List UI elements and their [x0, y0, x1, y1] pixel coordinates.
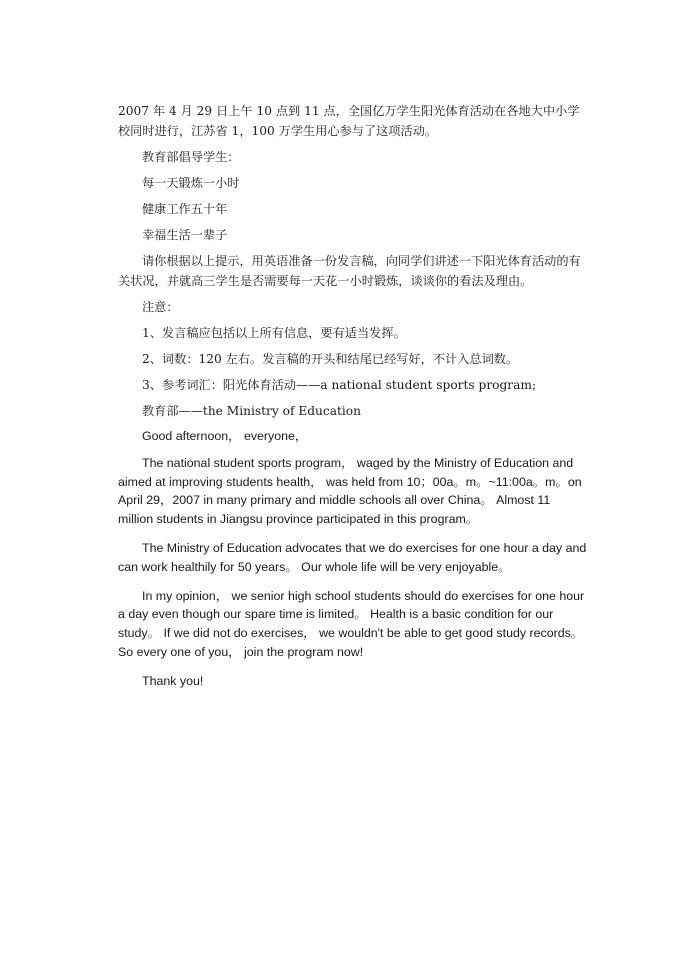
slogan-1: 每一天锻炼一小时 [142, 176, 240, 190]
note-3: 3、参考词汇：阳光体育活动——a national student sports program; [142, 378, 537, 392]
slogan-3: 幸福生活一辈子 [142, 228, 228, 242]
essay-paragraph-3: In my opinion， we senior high school students should do exercises for one hour a day even though our spare time is limited。 Health is a basic condition for our study。 If we did not do exercises， we wouldn't be able to get good study records。So every one of you， join the program now! [118, 588, 585, 659]
intro-paragraph: 2007 年 4 月 29 日上午 10 点到 11 点，全国亿万学生阳光体育活动在各地大中小学校同时进行，江苏省 1，100 万学生用心参与了这项活动。 [118, 104, 580, 138]
closing: Thank you! [142, 673, 204, 688]
ministry-heading: 教育部倡导学生： [142, 150, 240, 164]
note-2: 2、词数：120 左右。发言稿的开头和结尾已经写好，不计入总词数。 [142, 352, 519, 366]
essay-paragraph-1: The national student sports program， waged by the Ministry of Education and aimed at improving students health， was held from 10；00a。m。~11:00a。m。on April 29，2007 in many primary and middle schools all over China。 Almost 11 million students in Jiangsu province participated in this program。 [118, 455, 582, 527]
notes-heading: 注意： [142, 300, 179, 314]
note-1: 1、发言稿应包括以上所有信息，要有适当发挥。 [142, 326, 406, 340]
vocab-2: 教育部——the Ministry of Education [142, 404, 361, 418]
task-paragraph: 请你根据以上提示，用英语准备一份发言稿，向同学们讲述一下阳光体育活动的有关状况，并就高三学生是否需要每一天花一小时锻炼，谈谈你的看法及理由。 [118, 254, 581, 288]
document-body [118, 101, 588, 691]
slogan-2: 健康工作五十年 [142, 202, 228, 216]
essay-paragraph-2: The Ministry of Education advocates that we do exercises for one hour a day and can work healthily for 50 years。 Our whole life will be very enjoyable。 [118, 540, 587, 574]
greeting: Good afternoon， everyone， [142, 429, 308, 443]
